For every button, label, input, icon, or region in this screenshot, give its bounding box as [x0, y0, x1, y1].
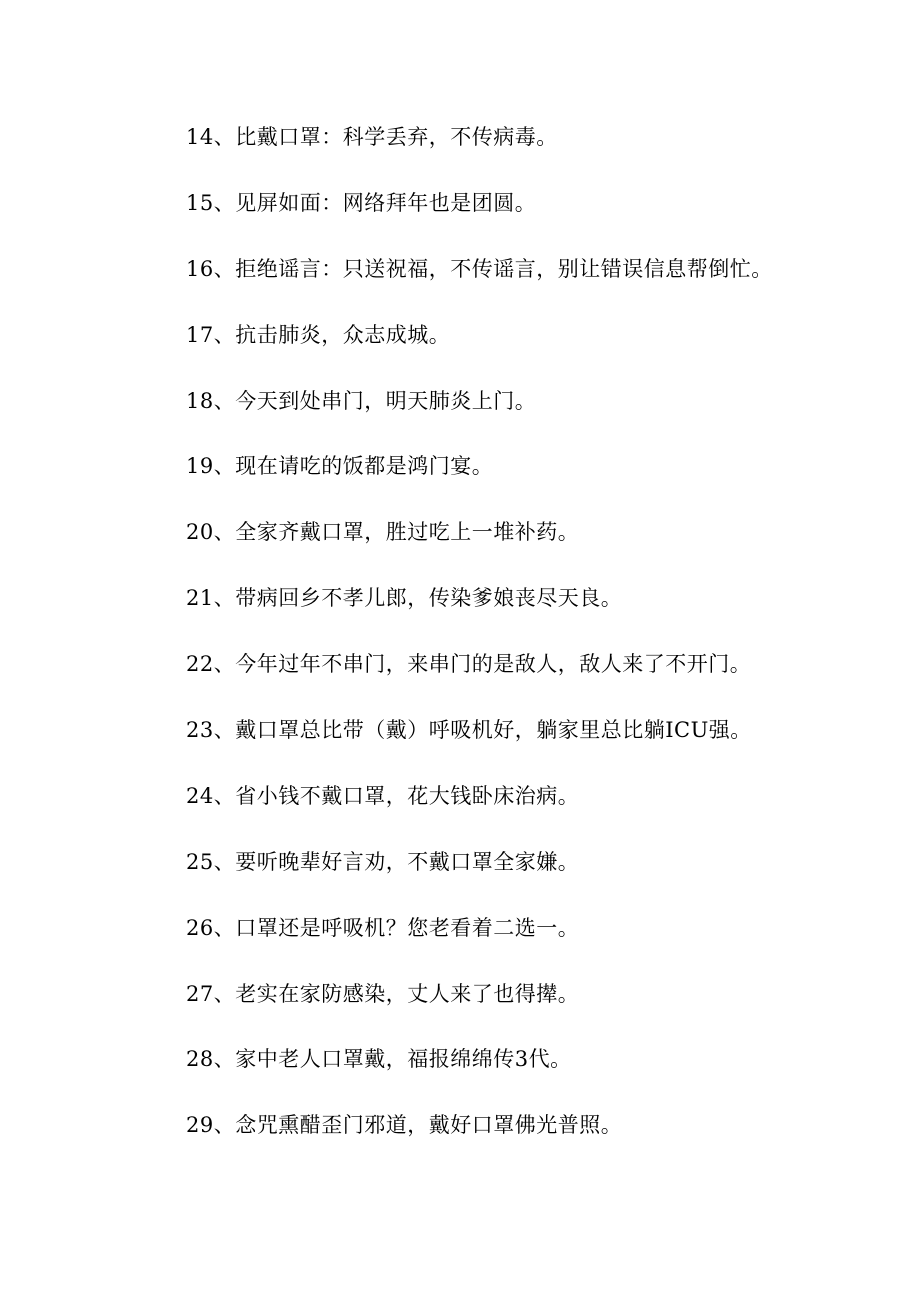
list-item: 29、念咒熏醋歪门邪道，戴好口罩佛光普照。 — [186, 1113, 623, 1138]
list-item: 28、家中老人口罩戴，福报绵绵传3代。 — [186, 1047, 572, 1072]
list-item: 14、比戴口罩：科学丢弃，不传病毒。 — [186, 125, 558, 149]
list-item: 24、省小钱不戴口罩，花大钱卧床治病。 — [186, 783, 580, 808]
list-item: 21、带病回乡不孝儿郎，传染爹娘丧尽天良。 — [186, 586, 623, 611]
list-item: 16、拒绝谣言：只送祝福，不传谣言，别让错误信息帮倒忙。 — [186, 256, 773, 281]
list-item: 23、戴口罩总比带（戴）呼吸机好，躺家里总比躺ICU强。 — [186, 718, 752, 743]
slogan-list — [186, 119, 773, 1173]
list-item: 26、口罩还是呼吸机？您老看着二选一。 — [186, 915, 580, 940]
list-item: 17、抗击肺炎，众志成城。 — [186, 322, 451, 347]
list-item: 27、老实在家防感染，丈人来了也得撵。 — [186, 981, 580, 1006]
list-item: 25、要听晚辈好言劝，不戴口罩全家嫌。 — [186, 849, 580, 874]
list-item: 22、今年过年不串门，来串门的是敌人，敌人来了不开门。 — [186, 652, 752, 677]
list-item: 15、见屏如面：网络拜年也是团圆。 — [186, 190, 537, 215]
list-item: 20、全家齐戴口罩，胜过吃上一堆补药。 — [186, 520, 580, 545]
list-item: 18、今天到处串门，明天肺炎上门。 — [186, 388, 537, 413]
list-item: 19、现在请吃的饭都是鸿门宴。 — [186, 454, 494, 479]
